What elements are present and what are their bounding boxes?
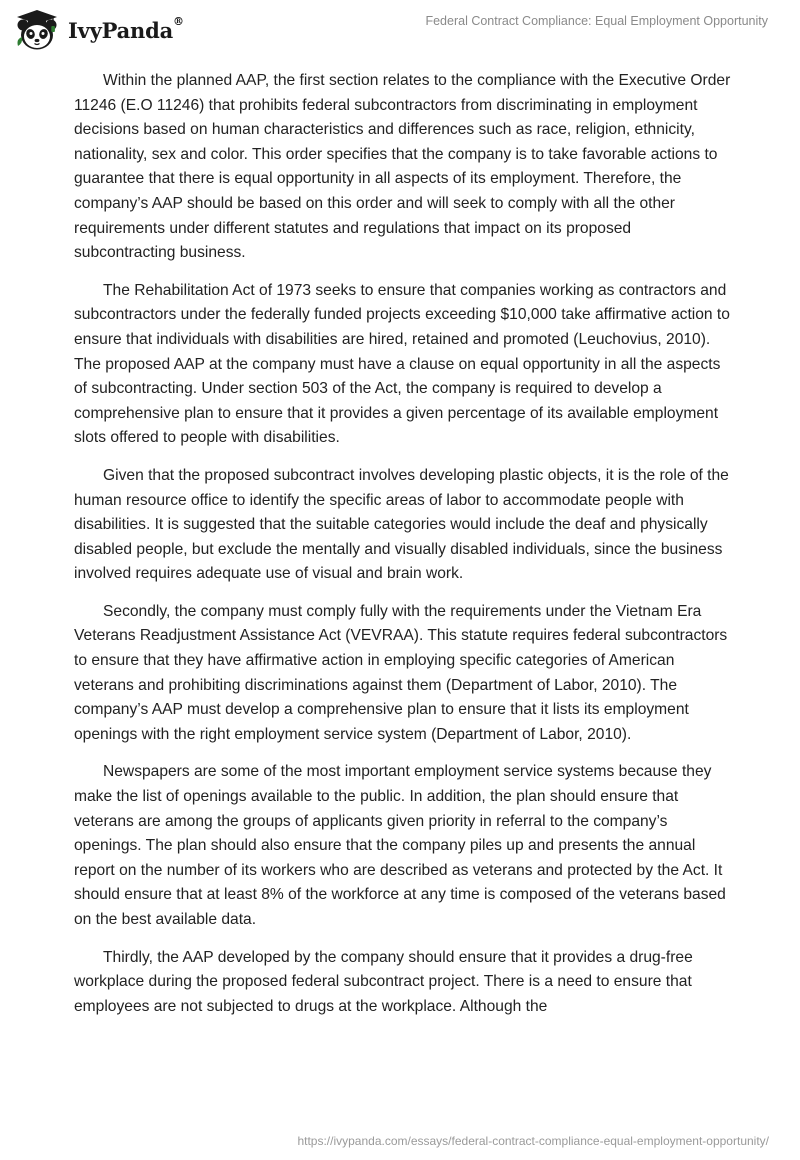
paragraph: Given that the proposed subcontract involves developing plastic objects, it is the role of the human resource office to identify the specific areas of labor to accommodate people with disabilities. It is suggested that the suitable categories would include the deaf and physically disabled people, but exclude the mentally and visually disabled individuals, since the business involved requires adequate use of visual and brain work.	[74, 466, 729, 583]
paragraph: The Rehabilitation Act of 1973 seeks to ensure that companies working as contractors and subcontractors under the federally funded projects exceeding $10,000 take affirmative action to ensure that individuals with disabilities are hired, retained and promoted (Leuchovius, 2010). The proposed AAP at the company must have a clause on equal opportunity in all the aspects of subcontracting. Under section 503 of the Act, the company is required to develop a comprehensive plan to ensure that it provides a given percentage of its available employment slots offered to people with disabilities.	[74, 281, 730, 447]
footer-url[interactable]: https://ivypanda.com/essays/federal-contract-compliance-equal-employment-opportunity/	[297, 1134, 769, 1148]
brand-logo[interactable]	[14, 8, 184, 52]
brand-name	[68, 14, 184, 43]
page-header	[0, 0, 800, 60]
paragraph: Secondly, the company must comply fully with the requirements under the Vietnam Era Veterans Readjustment Assistance Act (VEVRAA). This statute requires federal subcontractors to ensure that they have affirmative action in employing specific categories of American veterans and prohibiting discriminations against them (Department of Labor, 2010). The company’s AAP must develop a comprehensive plan to ensure that it lists its employment openings with the right employment service system (Department of Labor, 2010).	[74, 602, 728, 743]
paragraph: Thirdly, the AAP developed by the company should ensure that it provides a drug-free workplace during the proposed federal subcontract project. There is a need to ensure that employees are not subjected to drugs at the workplace. Although the	[74, 948, 693, 1015]
essay-body	[74, 69, 734, 1032]
registered-mark: ®	[173, 14, 184, 28]
paragraph: Within the planned AAP, the first section relates to the compliance with the Executive Order 11246 (E.O 11246) that prohibits federal subcontractors from discriminating in employment decisions based on human characteristics and differences such as race, religion, ethnicity, nationality, sex and color. This order specifies that the company is to take favorable actions to guarantee that there is equal opportunity in all aspects of its employment. Therefore, the company’s AAP should be based on this order and will seek to comply with all the other requirements under different statutes and regulations that impact on its proposed subcontracting business.	[74, 72, 731, 262]
paragraph: Newspapers are some of the most important employment service systems because they make the list of openings available to the public. In addition, the plan should ensure that veterans are among the groups of applicants given priority in referral to the company’s openings. The plan should also ensure that the company piles up and presents the annual report on the number of its workers who are described as veterans and protected by the Act. It should ensure that at least 8% of the workforce at any time is composed of the veterans based on the best available data.	[74, 763, 726, 928]
running-title: Federal Contract Compliance: Equal Employment Opportunity	[425, 14, 768, 28]
brand-name-text: IvyPanda	[68, 17, 174, 43]
panda-graduate-icon	[14, 8, 60, 52]
